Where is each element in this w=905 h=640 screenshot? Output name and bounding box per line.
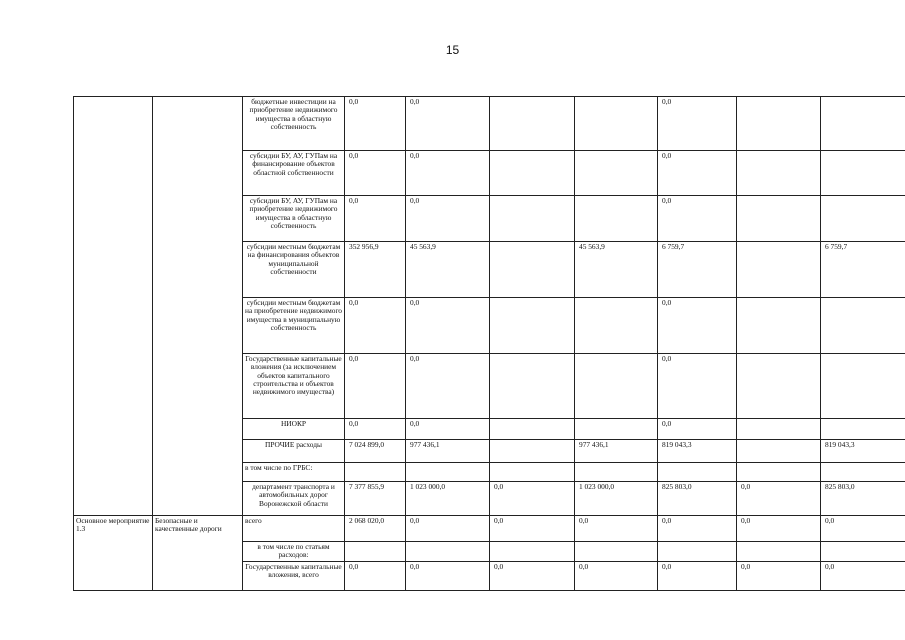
measure-name-cell-top <box>153 97 243 516</box>
value-regional: 0,0 <box>575 561 658 590</box>
value-year2: 0,0 <box>658 97 737 151</box>
value-federal <box>490 151 575 196</box>
value-federal2 <box>737 151 821 196</box>
value-regional <box>575 542 658 562</box>
value-total: 0,0 <box>345 196 406 242</box>
value-year2: 0,0 <box>658 516 737 542</box>
value-federal2 <box>737 298 821 354</box>
value-federal2 <box>737 354 821 419</box>
value-regional2: 825 803,0 <box>821 482 905 516</box>
value-year1: 45 563,9 <box>406 242 490 298</box>
value-year1: 0,0 <box>406 516 490 542</box>
value-federal <box>490 298 575 354</box>
expense-description: субсидии БУ, АУ, ГУПам на приобретение недвижимого имущества в областную собственность <box>243 196 345 242</box>
value-federal: 0,0 <box>490 482 575 516</box>
value-federal <box>490 196 575 242</box>
expense-description: в том числе по ГРБС: <box>243 463 345 482</box>
value-year2: 819 043,3 <box>658 440 737 463</box>
budget-table <box>73 96 905 591</box>
value-regional <box>575 196 658 242</box>
value-regional <box>575 354 658 419</box>
value-federal2 <box>737 97 821 151</box>
value-federal <box>490 419 575 440</box>
value-total: 352 956,9 <box>345 242 406 298</box>
value-year1: 0,0 <box>406 196 490 242</box>
value-federal <box>490 542 575 562</box>
value-year2: 0,0 <box>658 196 737 242</box>
value-total: 0,0 <box>345 97 406 151</box>
value-regional2: 819 043,3 <box>821 440 905 463</box>
value-year2: 0,0 <box>658 561 737 590</box>
value-regional2: 6 759,7 <box>821 242 905 298</box>
value-year1 <box>406 463 490 482</box>
value-year1: 0,0 <box>406 354 490 419</box>
expense-description: субсидии БУ, АУ, ГУПам на финансирование объектов областной собственности <box>243 151 345 196</box>
value-total <box>345 542 406 562</box>
expense-description: ПРОЧИЕ расходы <box>243 440 345 463</box>
value-federal2 <box>737 242 821 298</box>
value-total: 7 377 855,9 <box>345 482 406 516</box>
value-federal <box>490 242 575 298</box>
value-regional2 <box>821 463 905 482</box>
expense-description: НИОКР <box>243 419 345 440</box>
value-year1: 0,0 <box>406 97 490 151</box>
expense-description: Государственные капитальные вложения (за исключением объектов капитального строительства и объектов недвижимого имущества) <box>243 354 345 419</box>
value-total: 0,0 <box>345 151 406 196</box>
value-total: 2 068 020,0 <box>345 516 406 542</box>
value-regional: 0,0 <box>575 516 658 542</box>
value-federal <box>490 97 575 151</box>
value-regional2 <box>821 419 905 440</box>
value-year2 <box>658 542 737 562</box>
value-regional <box>575 463 658 482</box>
value-regional2 <box>821 196 905 242</box>
value-year1: 1 023 000,0 <box>406 482 490 516</box>
value-year2 <box>658 463 737 482</box>
expense-description: департамент транспорта и автомобильных дорог Воронежской области <box>243 482 345 516</box>
expense-description: Государственные капитальные вложения, всего <box>243 561 345 590</box>
table-row <box>74 97 905 151</box>
value-regional2 <box>821 354 905 419</box>
value-total: 0,0 <box>345 419 406 440</box>
value-year2: 825 803,0 <box>658 482 737 516</box>
value-regional: 1 023 000,0 <box>575 482 658 516</box>
expense-description: в том числе по статьям расходов: <box>243 542 345 562</box>
value-year1: 0,0 <box>406 419 490 440</box>
expense-description: всего <box>243 516 345 542</box>
value-total: 0,0 <box>345 298 406 354</box>
value-federal2: 0,0 <box>737 516 821 542</box>
value-federal2 <box>737 463 821 482</box>
value-year1: 977 436,1 <box>406 440 490 463</box>
value-year1: 0,0 <box>406 298 490 354</box>
table-row <box>74 516 905 542</box>
value-year2: 0,0 <box>658 419 737 440</box>
value-regional <box>575 298 658 354</box>
value-federal <box>490 440 575 463</box>
value-regional2 <box>821 542 905 562</box>
value-year2: 0,0 <box>658 298 737 354</box>
measure-label: Основное мероприятие 1.3 <box>74 516 153 591</box>
value-federal: 0,0 <box>490 516 575 542</box>
value-year1: 0,0 <box>406 561 490 590</box>
expense-description: бюджетные инвестиции на приобретение недвижимого имущества в областную собственность <box>243 97 345 151</box>
value-federal <box>490 354 575 419</box>
expense-description: субсидии местным бюджетам на финансирования объектов муниципальной собственности <box>243 242 345 298</box>
value-federal2: 0,0 <box>737 482 821 516</box>
value-federal2 <box>737 419 821 440</box>
value-year2: 6 759,7 <box>658 242 737 298</box>
value-regional <box>575 151 658 196</box>
expense-description: субсидии местным бюджетам на приобретение недвижимого имущества в муниципальную собственность <box>243 298 345 354</box>
value-regional2: 0,0 <box>821 561 905 590</box>
value-total: 0,0 <box>345 561 406 590</box>
value-regional2: 0,0 <box>821 516 905 542</box>
value-federal2 <box>737 440 821 463</box>
value-total: 0,0 <box>345 354 406 419</box>
value-total: 7 024 899,0 <box>345 440 406 463</box>
measure-label-cell-top <box>74 97 153 516</box>
value-regional2 <box>821 97 905 151</box>
value-federal <box>490 463 575 482</box>
value-regional: 977 436,1 <box>575 440 658 463</box>
value-regional <box>575 419 658 440</box>
value-year2: 0,0 <box>658 354 737 419</box>
value-regional2 <box>821 151 905 196</box>
measure-name: Безопасные и качественные дороги <box>153 516 243 591</box>
value-year1 <box>406 542 490 562</box>
page-number: 15 <box>445 43 460 57</box>
value-federal2: 0,0 <box>737 561 821 590</box>
value-year2: 0,0 <box>658 151 737 196</box>
value-regional2 <box>821 298 905 354</box>
value-regional <box>575 97 658 151</box>
value-federal: 0,0 <box>490 561 575 590</box>
value-federal2 <box>737 196 821 242</box>
value-year1: 0,0 <box>406 151 490 196</box>
value-federal2 <box>737 542 821 562</box>
value-total <box>345 463 406 482</box>
value-regional: 45 563,9 <box>575 242 658 298</box>
